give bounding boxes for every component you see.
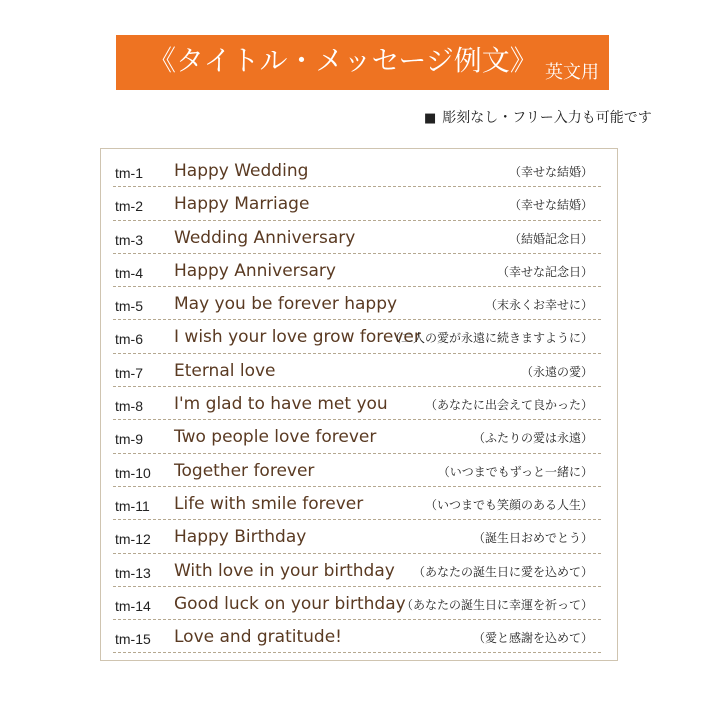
message-japanese: （誕生日おめでとう） [472, 531, 593, 546]
note-text: 彫刻なし・フリー入力も可能です [442, 110, 652, 126]
message-japanese: （あなたの誕生日に幸運を祈って） [400, 597, 593, 612]
message-code: tm-15 [115, 631, 151, 648]
message-row [113, 320, 601, 353]
message-japanese: （あなたに出会えて良かった） [424, 398, 593, 413]
message-japanese: （幸せな結婚） [508, 165, 593, 179]
message-text: Life with smile forever [174, 493, 364, 514]
message-code: tm-14 [115, 597, 151, 614]
message-code: tm-1 [115, 165, 143, 181]
message-japanese: （二人の愛が永遠に続きますように） [388, 331, 593, 346]
message-row [113, 520, 601, 553]
message-japanese: （永遠の愛） [520, 364, 593, 379]
message-row [113, 187, 601, 220]
message-row [113, 487, 601, 520]
engraving-note [424, 108, 652, 129]
message-text: Happy Birthday [174, 527, 307, 548]
message-text: With love in your birthday [174, 560, 395, 581]
message-list-panel [100, 148, 618, 661]
message-japanese: （幸せな記念日） [496, 264, 593, 279]
message-code: tm-11 [115, 497, 150, 514]
message-row [113, 354, 601, 387]
message-japanese: （あなたの誕生日に愛を込めて） [412, 564, 593, 579]
message-code: tm-12 [115, 531, 151, 548]
message-row [113, 620, 601, 653]
banner-subtitle: 英文用 [545, 62, 599, 83]
message-row [113, 454, 601, 487]
message-text: Eternal love [174, 360, 276, 381]
message-code: tm-8 [115, 398, 143, 415]
message-japanese: （いつまでも笑顔のある人生） [424, 497, 593, 512]
message-text: Together forever [174, 460, 315, 481]
message-text: I'm glad to have met you [174, 394, 388, 415]
message-japanese: （結婚記念日） [508, 231, 593, 246]
message-code: tm-6 [115, 331, 143, 348]
message-list [113, 154, 601, 653]
message-text: Happy Wedding [174, 161, 309, 181]
message-row [113, 387, 601, 420]
message-code: tm-4 [115, 264, 143, 281]
message-code: tm-13 [115, 564, 151, 581]
message-code: tm-5 [115, 298, 143, 315]
title-banner [116, 35, 609, 90]
banner-title: 《タイトル・メッセージ例文》 [148, 44, 538, 77]
message-row [113, 287, 601, 320]
message-japanese: （ふたりの愛は永遠） [472, 431, 593, 446]
message-code: tm-2 [115, 198, 143, 215]
message-row [113, 221, 601, 254]
message-row [113, 154, 601, 187]
message-japanese: （愛と感謝を込めて） [472, 631, 593, 646]
message-code: tm-3 [115, 231, 143, 248]
message-code: tm-9 [115, 431, 143, 448]
message-text: I wish your love grow forever [174, 327, 421, 348]
message-row [113, 587, 601, 620]
message-row [113, 254, 601, 287]
message-text: Wedding Anniversary [174, 227, 356, 248]
message-text: Happy Marriage [174, 194, 310, 215]
message-text: Two people love forever [174, 427, 377, 448]
message-japanese: （いつまでもずっと一緒に） [437, 464, 593, 479]
message-text: May you be forever happy [174, 294, 398, 315]
message-text: Happy Anniversary [174, 260, 336, 281]
message-row [113, 554, 601, 587]
message-japanese: （末永くお幸せに） [484, 298, 593, 313]
square-bullet-icon: ■ [424, 111, 437, 126]
message-japanese: （幸せな結婚） [508, 198, 593, 213]
message-text: Good luck on your birthday [174, 593, 406, 614]
message-text: Love and gratitude! [174, 627, 342, 648]
message-code: tm-10 [115, 464, 151, 481]
message-code: tm-7 [115, 364, 143, 381]
message-row [113, 420, 601, 453]
